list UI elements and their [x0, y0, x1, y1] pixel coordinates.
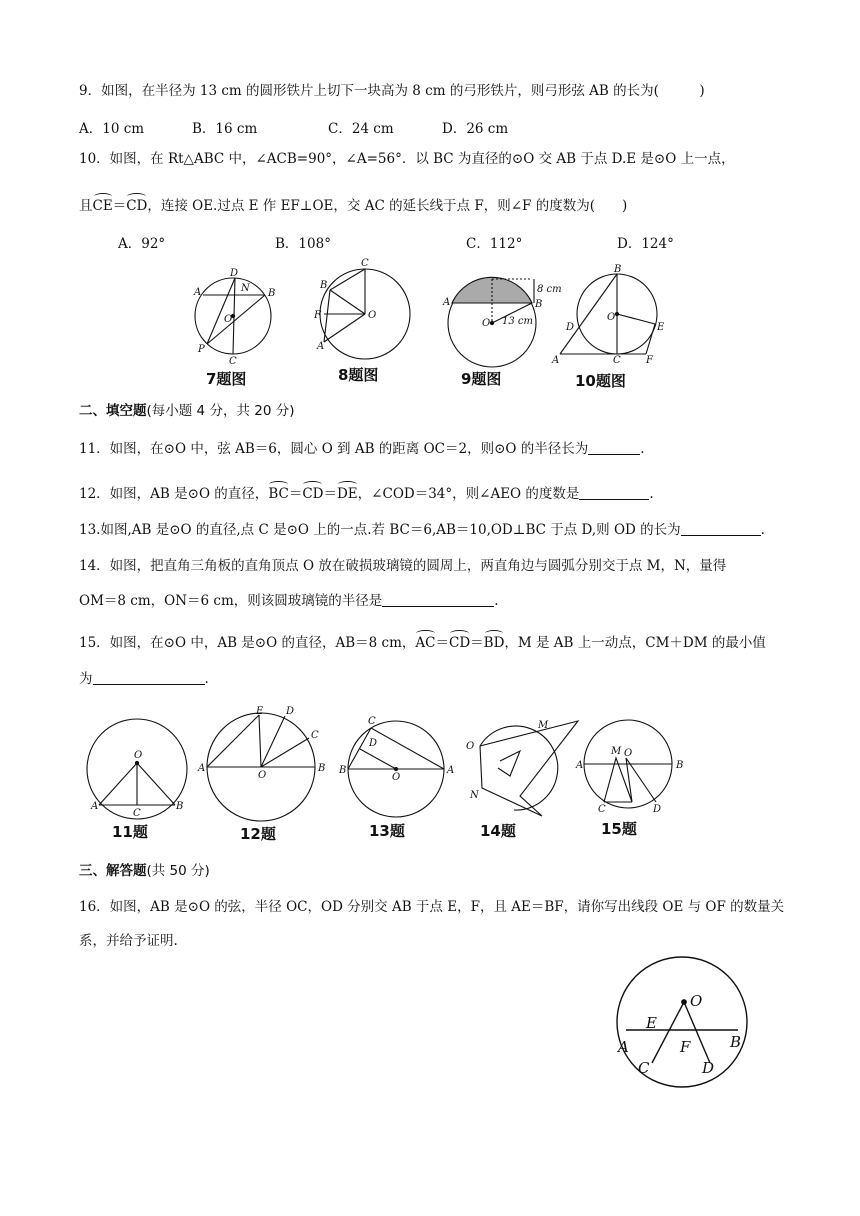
fig9-label-b: B — [535, 299, 543, 310]
fig7-label-o: O — [224, 314, 233, 325]
fig15-label-b: B — [676, 760, 684, 771]
figure-7 — [193, 268, 275, 388]
fig11-label-b: B — [176, 801, 184, 812]
fig14-label-m: M — [538, 720, 549, 731]
figure-10 — [551, 264, 665, 390]
caption-fig14: 14题 — [480, 822, 516, 840]
fig16-label-f: F — [680, 1038, 691, 1056]
figure-12 — [197, 706, 325, 843]
fig7-label-c: C — [229, 356, 237, 367]
q9-option-a: A．10 cm — [79, 121, 145, 137]
fig11-label-c: C — [133, 808, 141, 819]
figure-14 — [466, 720, 578, 840]
fig13-label-a: A — [447, 765, 455, 776]
q9-option-c: C．24 cm — [328, 121, 394, 137]
fig9-label-8cm: 8 cm — [537, 284, 562, 295]
q16-line1: 16．如图，AB 是⊙O 的弦，半径 OC，OD 分别交 AB 于点 E，F，且 AE＝BF，请你写出线段 OE 与 OF 的数量关 — [79, 899, 785, 915]
fig8-label-a: A — [317, 341, 325, 352]
q12-text: 12．如图，AB 是⊙O 的直径，BC＝CD＝DE，∠COD＝34°，则∠AEO 的度数是 . — [79, 486, 654, 502]
q10-option-d: D．124° — [617, 236, 674, 252]
caption-fig7: 7题图 — [206, 370, 247, 388]
fig13-label-o: O — [392, 772, 401, 783]
fig12-label-d: D — [286, 706, 295, 717]
fig9-label-o: O — [482, 318, 491, 329]
fig16-label-o: O — [690, 992, 703, 1010]
figure-9 — [442, 277, 562, 388]
figure-15 — [575, 720, 683, 838]
fig12-label-c: C — [311, 730, 319, 741]
figure-row-1 — [190, 258, 680, 390]
fig10-label-o: O — [607, 312, 616, 323]
figure-11 — [87, 719, 187, 841]
q14-line1: 14．如图，把直角三角板的直角顶点 O 放在破损玻璃镜的圆周上，两直角边与圆弧分别交于点 M，N，量得 — [79, 558, 727, 574]
caption-fig10: 10题图 — [575, 372, 626, 390]
caption-fig12: 12题 — [240, 825, 276, 843]
fig8-label-c: C — [361, 258, 369, 269]
fig11-label-a: A — [91, 801, 99, 812]
fig13-label-d: D — [369, 738, 378, 749]
q10-option-b: B．108° — [275, 236, 331, 252]
q15-line1: 15．如图，在⊙O 中，AB 是⊙O 的直径，AB＝8 cm，AC＝CD＝BD，M 是 AB 上一动点，CM＋DM 的最小值 — [79, 635, 766, 651]
fig7-label-b: B — [268, 288, 276, 299]
fig12-label-b: B — [318, 763, 326, 774]
q10-option-c: C．112° — [466, 236, 523, 252]
caption-fig15: 15题 — [601, 820, 637, 838]
fig16-label-e: E — [646, 1014, 657, 1032]
fig16-label-c: C — [638, 1059, 650, 1077]
fig7-label-n: N — [241, 283, 250, 294]
section-2-heading: 二、填空题(每小题 4 分，共 20 分) — [79, 403, 295, 419]
fig15-label-o: O — [624, 748, 633, 759]
fig10-label-c: C — [613, 355, 621, 366]
fig10-label-a: A — [552, 355, 560, 366]
fig16-label-d: D — [702, 1059, 715, 1077]
fig16-label-b: B — [730, 1033, 742, 1051]
fig14-label-o: O — [466, 741, 475, 752]
fig12-label-e: E — [256, 706, 264, 717]
figure-8 — [313, 258, 410, 384]
q16-line2: 系，并给予证明. — [79, 933, 178, 949]
q9-option-d: D．26 cm — [442, 121, 509, 137]
fig10-label-b: B — [614, 264, 622, 275]
fig9-label-13cm: 13 cm — [502, 316, 533, 327]
arc-ce: CE — [92, 198, 113, 214]
caption-fig9: 9题图 — [461, 370, 502, 388]
fig14-label-n: N — [470, 790, 479, 801]
q11-text: 11．如图，在⊙O 中，弦 AB＝6，圆心 O 到 AB 的距离 OC＝2，则⊙O 的半径长为 . — [79, 441, 645, 457]
fig10-label-f: F — [646, 355, 653, 366]
fig15-label-c: C — [598, 804, 606, 815]
q14-line2: OM＝8 cm，ON＝6 cm，则该圆玻璃镜的半径是 . — [79, 593, 499, 609]
fig12-label-o: O — [258, 770, 267, 781]
fig15-label-a: A — [576, 760, 584, 771]
fig16-label-a: A — [618, 1038, 629, 1056]
q10-line1: 10．如图，在 Rt△ABC 中，∠ACB=90°，∠A=56°．以 BC 为直径的⊙O 交 AB 于点 D.E 是⊙O 上一点， — [79, 151, 735, 167]
caption-fig13: 13题 — [369, 822, 405, 840]
fig7-label-p: P — [198, 344, 205, 355]
fig15-label-m: M — [611, 746, 622, 757]
section-3-heading: 三、解答题(共 50 分) — [79, 863, 210, 879]
q10-line2: 且CE＝CD，连接 OE.过点 E 作 EF⊥OE，交 AC 的延长线于点 F，则∠F 的度数为( ) — [79, 198, 628, 214]
fig15-label-d: D — [653, 804, 662, 815]
q15-line2: 为 . — [79, 671, 209, 687]
figure-row-2 — [80, 706, 684, 846]
caption-fig11: 11题 — [112, 823, 148, 841]
q13-text: 13.如图,AB 是⊙O 的直径,点 C 是⊙O 上的一点.若 BC＝6,AB＝10,OD⊥BC 于点 D,则 OD 的长为 . — [79, 522, 765, 538]
arc-cd: CD — [126, 198, 148, 214]
q9-option-b: B．16 cm — [192, 121, 258, 137]
fig11-label-o: O — [134, 750, 143, 761]
q10-option-a: A．92° — [118, 236, 166, 252]
fig7-label-a: A — [194, 287, 202, 298]
fig10-label-e: E — [657, 322, 665, 333]
fig8-label-o: O — [368, 310, 377, 321]
figure-13 — [338, 716, 454, 840]
fig8-label-f: F — [314, 310, 321, 321]
fig7-label-d: D — [230, 268, 239, 279]
fig10-label-d: D — [566, 322, 575, 333]
fig13-label-b: B — [339, 765, 347, 776]
figure-16 — [610, 960, 750, 1080]
fig9-label-a: A — [443, 297, 451, 308]
fig8-label-b: B — [320, 280, 328, 291]
fig13-label-c: C — [368, 716, 376, 727]
caption-fig8: 8题图 — [338, 366, 379, 384]
q9-text: 9．如图，在半径为 13 cm 的圆形铁片上切下一块高为 8 cm 的弓形铁片，则弓形弦 AB 的长为( ) — [79, 83, 705, 99]
fig12-label-a: A — [198, 763, 206, 774]
